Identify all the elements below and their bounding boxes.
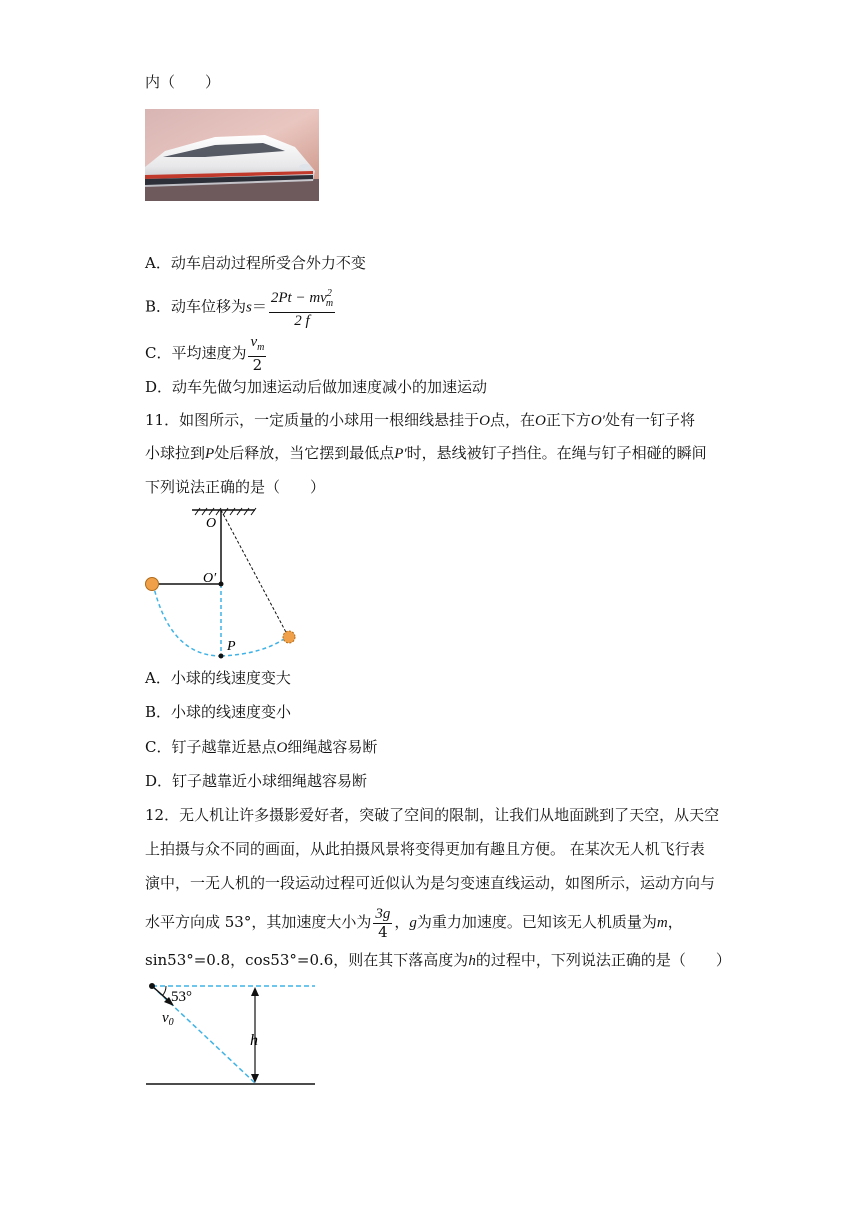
q11-line-1 — [145, 410, 695, 431]
ceiling-hatch — [195, 508, 256, 515]
q11-text: 时，悬线被钉子挡住。在绳与钉子相碰的瞬间 — [406, 444, 707, 462]
q11-option-a: A．小球的线速度变大 — [145, 669, 291, 687]
q11-text: 11．如图所示，一定质量的小球用一根细线悬挂于 — [145, 411, 480, 429]
q12-symbol: g — [409, 915, 417, 931]
q10-option-c-label: C．平均速度为 — [145, 344, 247, 362]
q11-text: 处有一钉子将 — [604, 411, 695, 429]
label-O: O — [206, 516, 217, 531]
q12-line-3: 演中，一无人机的一段运动过程可近似认为是匀变速直线运动，如图所示，运动方向与 — [145, 874, 716, 892]
numerator-sub: m — [325, 298, 334, 309]
arc-small — [153, 584, 221, 656]
numerator-sub: m — [257, 342, 265, 353]
q10-option-b-lhs: s — [246, 299, 252, 316]
q11-text: 处后释放，当它摆到最低点 — [214, 444, 395, 462]
q11-text: 正下方 — [545, 411, 591, 429]
q10-option-b-eq: ＝ — [251, 297, 267, 316]
nail-point — [219, 582, 224, 587]
ball-initial — [283, 631, 295, 643]
q12-text: ， — [394, 913, 410, 931]
label-v0-sub: 0 — [168, 1017, 174, 1028]
pendulum-figure — [140, 500, 310, 665]
label-P: P — [227, 639, 236, 654]
label-v0 — [162, 1010, 174, 1028]
q12-text: 为重力加速度。已知该无人机质量为 — [416, 913, 657, 931]
label-angle: 53° — [171, 989, 192, 1005]
q12-text: 的过程中，下列说法正确的是（ ） — [475, 951, 731, 969]
drone-figure — [140, 978, 320, 1090]
q11-symbol: O — [276, 740, 288, 756]
q12-text: sin53°=0.8，cos53°=0.6，则在其下落高度为 — [145, 951, 469, 969]
q11-option-c — [145, 737, 377, 758]
q12-line-1: 12．无人机让许多摄影爱好者，突破了空间的限制，让我们从地面跳到了天空，从天空 — [145, 806, 720, 824]
q11-symbol: P — [205, 446, 215, 462]
q10-option-b-fraction — [269, 285, 335, 330]
numerator-sup: 2 — [326, 288, 332, 299]
label-h: h — [250, 1032, 258, 1049]
label-v0-main: v — [162, 1010, 169, 1026]
q11-line-3: 下列说法正确的是（ ） — [145, 478, 326, 496]
q12-line-5 — [145, 950, 731, 971]
fraction-numerator — [248, 334, 266, 357]
q10-option-d: D．动车先做匀加速运动后做加速度减小的加速运动 — [145, 378, 488, 396]
q11-text: 点，在 — [489, 411, 535, 429]
q11-line-2 — [145, 443, 707, 464]
fraction-denominator: 4 — [378, 922, 388, 941]
ball-left — [146, 578, 159, 591]
numerator-text: 2Pt − mv — [270, 290, 327, 306]
q11-option-b: B．小球的线速度变小 — [145, 703, 292, 721]
q11-symbol: O′ — [590, 413, 605, 429]
fraction-denominator: 2 f — [294, 313, 310, 329]
q10-option-b-label: B．动车位移为 — [145, 297, 247, 316]
q10-option-a: A．动车启动过程所受合外力不变 — [145, 254, 366, 272]
fraction-denominator: 2 — [252, 356, 263, 374]
q11-symbol: O — [534, 413, 546, 429]
lowest-point — [219, 654, 224, 659]
q12-symbol: h — [468, 953, 476, 969]
q11-text: C．钉子越靠近悬点 — [145, 738, 277, 756]
string-dashed — [221, 510, 288, 636]
q10-option-c-fraction — [248, 334, 266, 374]
q12-text: ， — [667, 913, 683, 931]
fraction-numerator: 3g — [375, 905, 391, 922]
height-arrowhead-bottom — [251, 1074, 259, 1083]
height-arrowhead-top — [251, 987, 259, 996]
q12-line-2: 上拍摄与众不同的画面，从此拍摄风景将变得更加有趣且方便。 在某次无人机飞行表 — [145, 840, 705, 858]
q11-text: 细绳越容易断 — [287, 738, 378, 756]
q10-option-b — [145, 285, 337, 330]
q10-stem-tail: 内（ ） — [145, 73, 221, 91]
q11-text: 小球拉到 — [145, 444, 206, 462]
q12-text: 水平方向成 53°，其加速度大小为 — [145, 913, 372, 931]
label-O-prime: O′ — [203, 571, 217, 586]
q11-option-d: D．钉子越靠近小球细绳越容易断 — [145, 772, 368, 790]
q10-option-c — [145, 334, 268, 374]
q11-symbol: P′ — [394, 446, 407, 462]
fraction-numerator — [269, 285, 335, 313]
q11-symbol: O — [479, 413, 490, 429]
train-photo — [145, 109, 319, 201]
q12-accel-fraction — [373, 906, 392, 941]
q12-symbol: m — [656, 915, 668, 931]
numerator-text: v — [250, 334, 258, 350]
q12-line-4 — [145, 902, 683, 943]
